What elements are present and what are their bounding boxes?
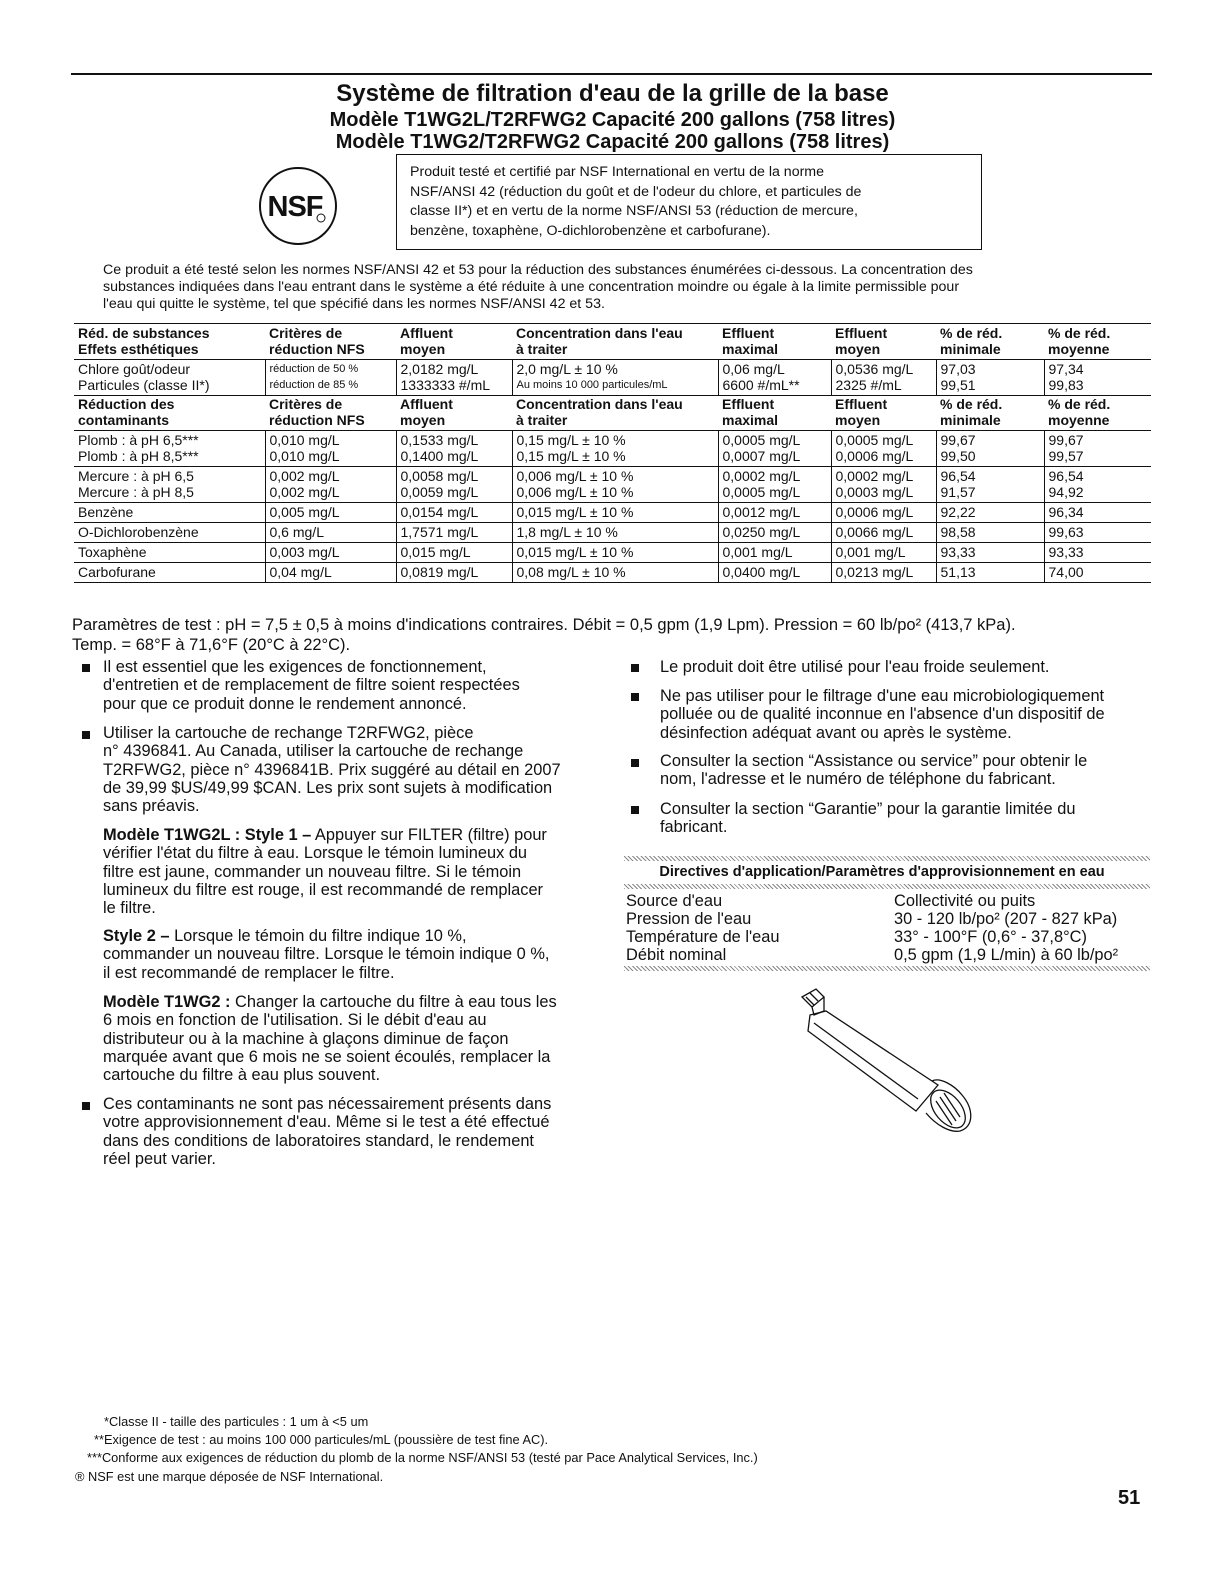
style2-paragraph xyxy=(103,927,549,982)
table-cell: 0,0005 mg/L 0,0006 mg/L xyxy=(831,431,936,467)
text-line: Ne pas utiliser pour le filtrage d'une eau microbiologiquement xyxy=(660,687,1105,705)
text-line: n° 4396841. Au Canada, utiliser la cartouche de rechange xyxy=(103,742,524,761)
bullet-requirements xyxy=(103,658,520,713)
table-header-cell: Critères de réduction NFS xyxy=(265,396,396,431)
table-header-cell: % de réd. moyenne xyxy=(1044,396,1151,431)
text-line: vérifier l'état du filtre à eau. Lorsque le témoin lumineux du xyxy=(103,844,528,863)
text-line: commander un nouveau filtre. Lorsque le témoin indique 0 %, xyxy=(103,945,550,964)
cert-line: Produit testé et certifié par NSF International en vertu de la norme xyxy=(410,164,825,180)
directive-label: Source d'eau xyxy=(626,892,723,910)
text-line: nom, l'adresse et le numéro de téléphone du fabricant. xyxy=(660,770,1056,789)
table-cell: 93,33 xyxy=(936,543,1044,563)
table-cell: 0,06 mg/L 6600 #/mL** xyxy=(718,360,831,396)
table-cell: 93,33 xyxy=(1044,543,1151,563)
table-row xyxy=(74,563,1151,583)
text-line: il est recommandé de remplacer le filtre. xyxy=(103,963,395,982)
table-cell: 0,015 mg/L ± 10 % xyxy=(512,503,718,523)
directive-value: 0,5 gpm (1,9 L/min) à 60 lb/po² xyxy=(894,946,1119,964)
footnote-3: ***Conforme aux exigences de réduction du plomb de la norme NSF/ANSI 53 (testé par Pace Analytical Services, Inc.) xyxy=(87,1450,758,1465)
bullet-icon xyxy=(82,1102,90,1110)
footnote-2: **Exigence de test : au moins 100 000 particules/mL (poussière de test fine AC). xyxy=(94,1432,549,1447)
table-cell: 0,005 mg/L xyxy=(265,503,396,523)
table-header-cell: % de réd. minimale xyxy=(936,396,1044,431)
directive-label: Température de l'eau xyxy=(626,928,780,946)
bullet-icon xyxy=(82,731,90,739)
directive-value: 33° - 100°F (0,6° - 37,8°C) xyxy=(894,928,1087,946)
table-header-row xyxy=(74,396,1151,431)
table-cell: 0,0400 mg/L xyxy=(718,563,831,583)
text-span: Changer la cartouche du filtre à eau tous les xyxy=(230,993,557,1011)
text-line: marquée avant que 6 mois ne se soient écoulés, remplacer la xyxy=(103,1047,551,1066)
text-line: Ces contaminants ne sont pas nécessairement présents dans xyxy=(103,1095,552,1113)
directive-row xyxy=(626,910,1118,929)
bullet-icon xyxy=(82,664,90,672)
text-line: Consulter la section “Garantie” pour la garantie limitée du xyxy=(660,800,1076,818)
table-cell: 2,0 mg/L ± 10 % Au moins 10 000 particules/mL xyxy=(512,360,718,396)
table-cell: 74,00 xyxy=(1044,563,1151,583)
table-cell: 0,0536 mg/L 2325 #/mL xyxy=(831,360,936,396)
text-line: votre approvisionnement d'eau. Même si le test a été effectué xyxy=(103,1113,550,1132)
intro-line: substances indiquées dans l'eau entrant dans le système a été réduite à une concentration moindre ou égale à la limite permissible pour xyxy=(103,279,960,296)
table-header-cell: Effluent moyen xyxy=(831,396,936,431)
table-cell: 0,001 mg/L xyxy=(831,543,936,563)
text-line: réel peut varier. xyxy=(103,1149,216,1168)
text-line: cartouche du filtre à eau plus souvent. xyxy=(103,1066,380,1085)
table-cell: 0,0002 mg/L 0,0003 mg/L xyxy=(831,467,936,503)
table-cell: Plomb : à pH 6,5*** Plomb : à pH 8,5*** xyxy=(74,431,265,467)
table-header-cell: % de réd. minimale xyxy=(936,324,1044,360)
table-cell: 0,015 mg/L xyxy=(396,543,512,563)
page-title: Système de filtration d'eau de la grille de la base xyxy=(336,80,889,107)
table-cell: 99,67 99,50 xyxy=(936,431,1044,467)
table-header-row xyxy=(74,324,1151,360)
text-line: de 39,99 $US/49,99 $CAN. Les prix sont sujets à modification xyxy=(103,778,553,797)
table-cell: Carbofurane xyxy=(74,563,265,583)
directive-value: 30 - 120 lb/po² (207 - 827 kPa) xyxy=(894,910,1118,928)
text-line: désinfection adéquat avant ou après le système. xyxy=(660,723,1012,742)
table-cell: 2,0182 mg/L 1333333 #/mL xyxy=(396,360,512,396)
page-number: 51 xyxy=(1118,1487,1141,1509)
footnote-4: ® NSF est une marque déposée de NSF International. xyxy=(75,1469,384,1484)
text-line: Utiliser la cartouche de rechange T2RFWG2, pièce xyxy=(103,724,474,742)
text-line: dans des conditions de laboratoires standard, le rendement xyxy=(103,1131,534,1150)
style2-label: Style 2 – xyxy=(103,927,170,945)
cert-line: NSF/ANSI 42 (réduction du goût et de l'odeur du chlore, et particules de xyxy=(410,183,862,200)
bullet-microbiological xyxy=(660,687,1105,742)
footnote-1: *Classe II - taille des particules : 1 um à <5 um xyxy=(104,1414,369,1429)
performance-table xyxy=(74,323,1151,583)
table-header-cell: Effluent maximal xyxy=(718,396,831,431)
table-cell: 0,0066 mg/L xyxy=(831,523,936,543)
test-params-line: Paramètres de test : pH = 7,5 ± 0,5 à moins d'indications contraires. Débit = 0,5 gpm (1,9 Lpm). Pression = 60 lb/po² (413,7 kPa). xyxy=(72,616,1016,634)
table-cell: 96,34 xyxy=(1044,503,1151,523)
directive-row xyxy=(626,892,1036,911)
table-cell: 0,6 mg/L xyxy=(265,523,396,543)
text-line: T2RFWG2, pièce n° 4396841B. Prix suggéré au détail en 2007 xyxy=(103,760,561,779)
table-header-cell: Réduction des contaminants xyxy=(74,396,265,431)
table-cell: 96,54 91,57 xyxy=(936,467,1044,503)
bullet-icon xyxy=(631,693,639,701)
table-header-cell: Effluent moyen xyxy=(831,324,936,360)
bullet-service xyxy=(660,752,1087,789)
directive-row xyxy=(626,946,1119,965)
table-cell: 51,13 xyxy=(936,563,1044,583)
text-line: filtre est jaune, commander un nouveau filtre. Si le témoin xyxy=(103,862,522,881)
bullet-icon xyxy=(631,664,639,672)
intro-line: l'eau qui quitte le système, tel que spécifié dans les normes NSF/ANSI 42 et 53. xyxy=(103,296,605,313)
intro-line: Ce produit a été testé selon les normes NSF/ANSI 42 et 53 pour la réduction des substances énumérées ci-dessous. La concentration des xyxy=(103,262,973,278)
table-cell: 0,04 mg/L xyxy=(265,563,396,583)
certification-box xyxy=(396,154,982,250)
table-cell: 0,08 mg/L ± 10 % xyxy=(512,563,718,583)
bullet-icon xyxy=(631,806,639,814)
text-line: 6 mois en fonction de l'utilisation. Si le débit d'eau au xyxy=(103,1011,487,1030)
directives-title: Directives d'application/Paramètres d'approvisionnement en eau xyxy=(659,864,1105,880)
directive-value: Collectivité ou puits xyxy=(894,892,1036,910)
table-cell: 0,0250 mg/L xyxy=(718,523,831,543)
table-cell: 1,7571 mg/L xyxy=(396,523,512,543)
directive-row xyxy=(626,928,1087,947)
text-line: pour que ce produit donne le rendement annoncé. xyxy=(103,694,467,713)
directive-label: Débit nominal xyxy=(626,946,727,964)
text-line: le filtre. xyxy=(103,899,156,918)
text-line: lumineux du filtre est rouge, il est recommandé de remplacer xyxy=(103,880,544,899)
table-cell: 0,0154 mg/L xyxy=(396,503,512,523)
table-cell: 99,63 xyxy=(1044,523,1151,543)
style1-label: Modèle T1WG2L : Style 1 – xyxy=(103,826,312,844)
bullet-replacement xyxy=(103,724,561,815)
table-cell: 0,002 mg/L 0,002 mg/L xyxy=(265,467,396,503)
table-header-cell: % de réd. moyenne xyxy=(1044,324,1151,360)
table-cell: Mercure : à pH 6,5 Mercure : à pH 8,5 xyxy=(74,467,265,503)
text-line: polluée ou de qualité inconnue en l'absence d'un dispositif de xyxy=(660,705,1105,724)
table-cell: 0,0213 mg/L xyxy=(831,563,936,583)
directive-label: Pression de l'eau xyxy=(626,910,752,928)
table-header-cell: Critères de réduction NFS xyxy=(265,324,396,360)
table-cell: réduction de 50 % réduction de 85 % xyxy=(265,360,396,396)
table-row xyxy=(74,523,1151,543)
style1-paragraph xyxy=(103,826,547,917)
table-header-cell: Effluent maximal xyxy=(718,324,831,360)
table-cell: 0,006 mg/L ± 10 % 0,006 mg/L ± 10 % xyxy=(512,467,718,503)
model2-paragraph xyxy=(103,993,557,1084)
table-cell: Benzène xyxy=(74,503,265,523)
model2-label: Modèle T1WG2 : xyxy=(103,993,231,1011)
bullet-cold-water xyxy=(660,658,1049,676)
table-cell: 99,67 99,57 xyxy=(1044,431,1151,467)
nsf-logo xyxy=(257,165,339,247)
table-row xyxy=(74,431,1151,467)
table-cell: 0,003 mg/L xyxy=(265,543,396,563)
table-row xyxy=(74,360,1151,396)
bullet-warranty xyxy=(660,800,1075,837)
table-cell: 0,0005 mg/L 0,0007 mg/L xyxy=(718,431,831,467)
table-cell: 97,03 99,51 xyxy=(936,360,1044,396)
table-header-cell: Affluent moyen xyxy=(396,396,512,431)
table-cell: 96,54 94,92 xyxy=(1044,467,1151,503)
text-line: Il est essentiel que les exigences de fonctionnement, xyxy=(103,658,487,676)
table-header-cell: Affluent moyen xyxy=(396,324,512,360)
model-line-1: Modèle T1WG2L/T2RFWG2 Capacité 200 gallons (758 litres) xyxy=(329,109,896,131)
table-cell: 97,34 99,83 xyxy=(1044,360,1151,396)
table-cell: 0,0012 mg/L xyxy=(718,503,831,523)
text-line: Consulter la section “Assistance ou service” pour obtenir le xyxy=(660,752,1088,770)
table-cell: 92,22 xyxy=(936,503,1044,523)
bullet-contaminants xyxy=(103,1095,551,1168)
table-header-cell: Réd. de substances Effets esthétiques xyxy=(74,324,265,360)
test-parameters xyxy=(72,615,1162,655)
text-line: fabricant. xyxy=(660,818,728,837)
table-cell: 0,001 mg/L xyxy=(718,543,831,563)
text-line: d'entretien et de remplacement de filtre soient respectées xyxy=(103,676,520,695)
hatch-rule-bottom xyxy=(624,966,1150,971)
nsf-logo-text: NSF xyxy=(267,191,323,223)
table-cell: Chlore goût/odeur Particules (classe II*) xyxy=(74,360,265,396)
table-cell: 0,0006 mg/L xyxy=(831,503,936,523)
table-header-cell: Concentration dans l'eau à traiter xyxy=(512,324,718,360)
table-cell: 0,0058 mg/L 0,0059 mg/L xyxy=(396,467,512,503)
cert-line: benzène, toxaphène, O-dichlorobenzène et carbofurane). xyxy=(410,222,771,239)
top-rule xyxy=(71,73,1152,75)
bullet-icon xyxy=(631,759,639,767)
text-span: Appuyer sur FILTER (filtre) pour xyxy=(311,826,547,844)
table-row xyxy=(74,543,1151,563)
table-cell: Toxaphène xyxy=(74,543,265,563)
table-cell: 0,0819 mg/L xyxy=(396,563,512,583)
table-row xyxy=(74,503,1151,523)
text-line: distributeur ou à la machine à glaçons diminue de façon xyxy=(103,1029,509,1048)
table-cell: O-Dichlorobenzène xyxy=(74,523,265,543)
table-cell: 98,58 xyxy=(936,523,1044,543)
table-cell: 1,8 mg/L ± 10 % xyxy=(512,523,718,543)
table-cell: 0,010 mg/L 0,010 mg/L xyxy=(265,431,396,467)
test-params-line: Temp. = 68°F à 71,6°F (20°C à 22°C). xyxy=(72,636,351,654)
table-cell: 0,015 mg/L ± 10 % xyxy=(512,543,718,563)
table-cell: 0,1533 mg/L 0,1400 mg/L xyxy=(396,431,512,467)
filter-cartridge-illustration xyxy=(790,985,995,1135)
text-span: Lorsque le témoin du filtre indique 10 %, xyxy=(169,927,467,945)
hatch-rule-middle xyxy=(624,884,1150,889)
intro-paragraph xyxy=(103,262,1153,314)
model-line-2: Modèle T1WG2/T2RFWG2 Capacité 200 gallons (758 litres) xyxy=(335,131,890,153)
table-cell: 0,0002 mg/L 0,0005 mg/L xyxy=(718,467,831,503)
text-line: sans préavis. xyxy=(103,797,200,816)
table-cell: 0,15 mg/L ± 10 % 0,15 mg/L ± 10 % xyxy=(512,431,718,467)
cert-line: classe II*) et en vertu de la norme NSF/ANSI 53 (réduction de mercure, xyxy=(410,203,858,219)
table-row xyxy=(74,467,1151,503)
text-line: Le produit doit être utilisé pour l'eau froide seulement. xyxy=(660,658,1050,676)
hatch-rule-top xyxy=(624,856,1150,861)
table-header-cell: Concentration dans l'eau à traiter xyxy=(512,396,718,431)
